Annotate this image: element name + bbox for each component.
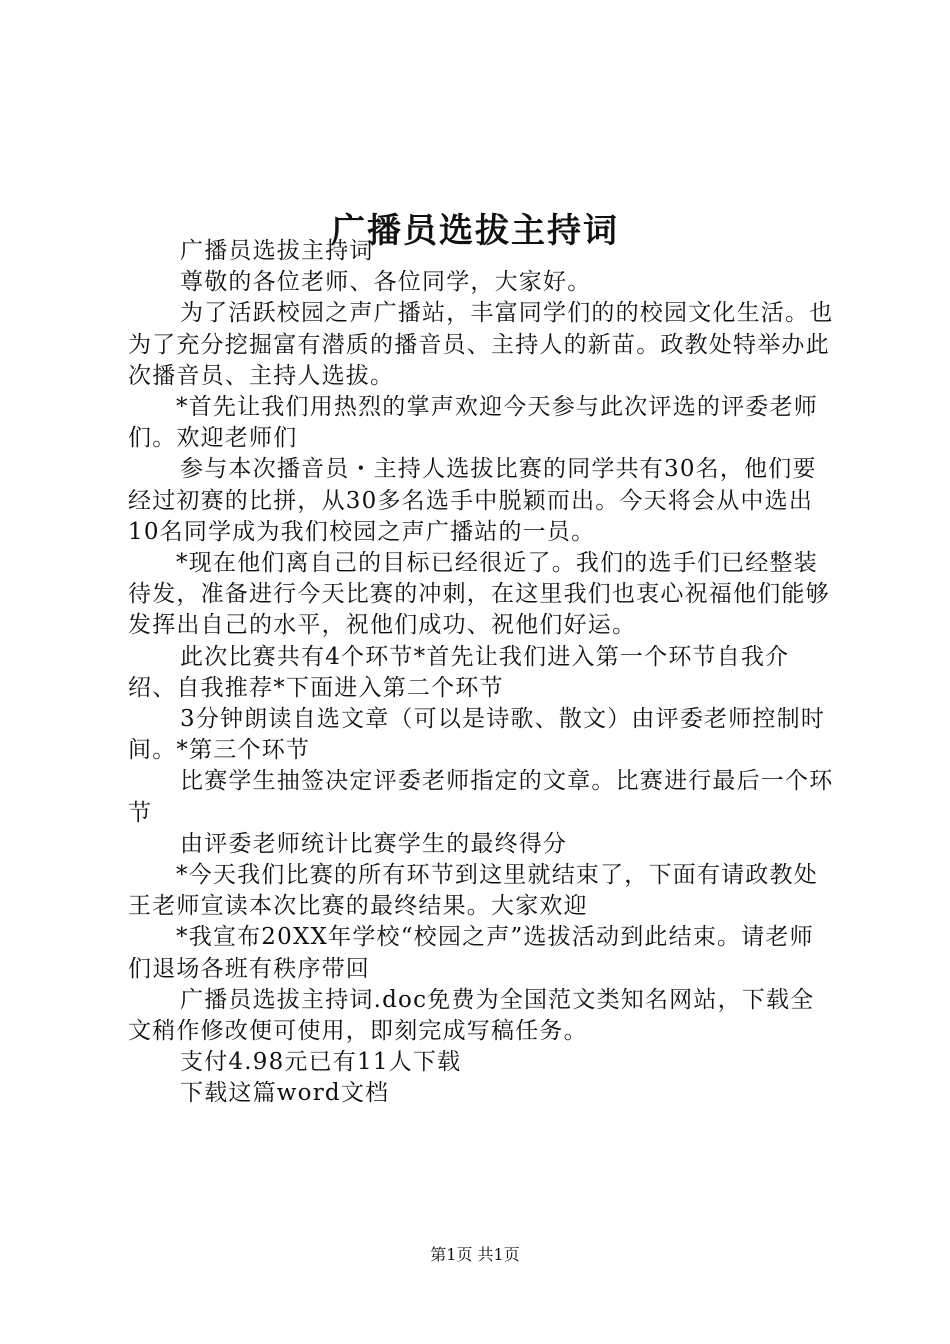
paragraph-participants: 参与本次播音员・主持人选拔比赛的同学共有30名，他们要经过初赛的比拼，从30多名选手中脱颖而出。今天将会从中选出10名同学成为我们校园之声广播站的一员。 (128, 456, 817, 545)
paragraph-intro: 为了活跃校园之声广播站，丰富同学们的的校园文化生活。也为了充分挖掘富有潜质的播音员、主持人的新苗。政教处特举办此次播音员、主持人选拔。 (128, 300, 834, 389)
document-body (128, 236, 834, 1110)
paragraph-results: *今天我们比赛的所有环节到这里就结束了，下面有请政教处王老师宣读本次比赛的最终结果。大家欢迎 (128, 862, 818, 920)
paragraph-welcome-judges: *首先让我们用热烈的掌声欢迎今天参与此次评选的评委老师们。欢迎老师们 (128, 394, 818, 452)
document-title: 广播员选拔主持词 (331, 210, 619, 251)
paragraph-greeting: 尊敬的各位老师、各位同学，大家好。 (180, 269, 592, 296)
paragraph-blessing: *现在他们离自己的目标已经很近了。我们的选手们已经整装待发，准备进行今天比赛的冲刺，在这里我们也衷心祝福他们能够发挥出自己的水平，祝他们成功、祝他们好运。 (128, 550, 830, 639)
download-word-link[interactable]: 下载这篇word文档 (180, 1080, 390, 1107)
page-footer: 第1页 共1页 (430, 1245, 520, 1264)
paragraph-stage-two: 3分钟朗读自选文章（可以是诗歌、散文）由评委老师控制时间。*第三个环节 (128, 706, 826, 764)
paragraph-subtitle: 广播员选拔主持词 (180, 238, 374, 264)
payment-info: 支付4.98元已有11人下载 (180, 1049, 462, 1076)
paragraph-download-note: 广播员选拔主持词.doc免费为全国范文类知名网站，下载全文稍作修改便可使用，即刻完成写稿任务。 (128, 986, 815, 1045)
paragraph-stage-three: 比赛学生抽签决定评委老师指定的文章。比赛进行最后一个环节 (128, 768, 834, 826)
paragraph-scoring: 由评委老师统计比赛学生的最终得分 (180, 830, 568, 857)
paragraph-stage-one: 此次比赛共有4个环节*首先让我们进入第一个环节自我介绍、自我推荐*下面进入第二个环节 (128, 643, 790, 701)
paragraph-closing: *我宣布20XX年学校“校园之声”选拔活动到此结束。请老师们退场各班有秩序带回 (128, 924, 814, 982)
